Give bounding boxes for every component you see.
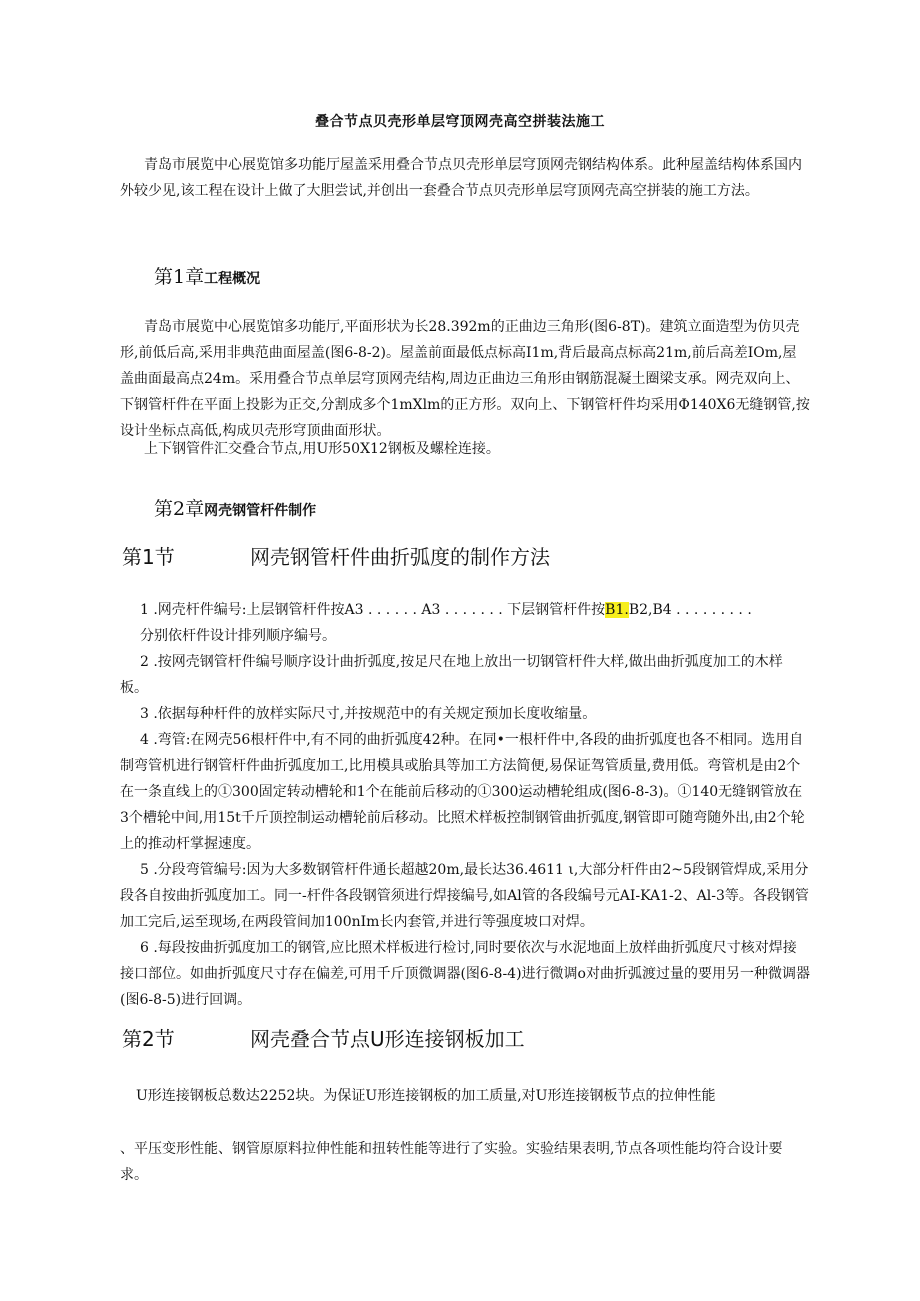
list-item [120,597,810,623]
section-2-heading [122,1023,525,1052]
highlighted-text: B1. [605,602,629,618]
section-1-heading [122,541,550,570]
list-item: 分别依杆件设计排列顺序编号。 [140,628,336,644]
chapter-1-heading [154,262,260,289]
chapter-1-title: 工程概况 [204,271,261,287]
section-2-title: 网壳叠合节点U形连接钢板加工 [250,1027,525,1051]
chapter-2-title: 网壳钢管杆件制作 [204,503,317,519]
chapter-2-number: 第2章 [154,498,205,520]
list-item: 3 .依据每种杆件的放样实际尺寸,并按规范中的有关规定预加长度收缩量。 [140,706,597,722]
document-title: 叠合节点贝壳形单层穹顶网壳高空拼装法施工 [315,114,605,130]
intro-paragraph: 青岛市展览中心展览馆多功能厅屋盖采用叠合节点贝壳形单层穹顶网壳钢结构体系。此种屋盖结构体系国内外较少见,该工程在设计上做了大胆尝试,并创出一套叠合节点贝壳形单层穹顶网壳高空拼装的施工方法。 [120,157,802,199]
list-item: 6 .每段按曲折弧度加工的钢管,应比照术样板进行检讨,同时要依次与水泥地面上放样曲折弧度尺寸核对焊接接口部位。如曲折弧度尺寸存在偏差,可用千斤顶微调器(图6-8-4)进行微调o对曲折弧渡过量的要用另一种微调器(图6-8-5)进行回调。 [120,940,810,1008]
item-1-text-end: B2,B4 . . . . . . . . . [628,602,752,618]
item-1-text: 1 .网壳杆件编号:上层钢管杆件按A3 . . . . . . A3 . . . . . . . 下层钢管杆件按 [140,602,606,618]
section-2-number: 第2节 [122,1027,175,1051]
chapter-1-number: 第1章 [154,266,205,288]
section-2-paragraph-2: 、平压变形性能、钢管原原料拉伸性能和扭转性能等进行了实验。实验结果表明,节点各项性能均符合设计要求。 [120,1141,783,1183]
list-item: 5 .分段弯管编号:因为大多数钢管杆件通长超越20m,最长达36.4611 ι,大部分杆件由2~5段钢管焊成,采用分段各自按曲折弧度加工。同一-杆件各段钢管须进行焊接编号,如Al管的各段编号元AI-KA1-2、Al-3等。各段钢管加工完后,运至现场,在两段管间加100nIm长内套管,并进行等强度坡口对焊。 [120,862,809,930]
section-1-number: 第1节 [122,545,175,569]
section-1-title: 网壳钢管杆件曲折弧度的制作方法 [250,545,550,569]
chapter-1-paragraph-1: 青岛市展览中心展览馆多功能厅,平面形状为长28.392m的正曲边三角形(图6-8T)。建筑立面造型为仿贝壳形,前低后高,采用非典范曲面屋盖(图6-8-2)。屋盖前面最低点标高I1m,背后最高点标高21m,前后高差IOm,屋盖曲面最高点24m。采用叠合节点单层穹顶网壳结构,周边正曲边三角形由钢筋混凝土圈梁支承。网壳双向上、下钢管杆件在平面上投影为正交,分割成多个1mXlm的正方形。双向上、下钢管杆件均采用Φ140X6无缝钢管,按设计坐标点高低,构成贝壳形穹顶曲面形状。 [120,319,810,439]
list-item: 2 .按网壳钢管杆件编号顺序设计曲折弧度,按足尺在地上放出一切钢管杆件大样,做出曲折弧度加工的木样板。 [120,654,783,696]
chapter-1-paragraph-2: 上下钢管件汇交叠合节点,用U形50X12钢板及螺栓连接。 [144,441,500,457]
list-item: 4 .弯管:在网壳56根杆件中,有不同的曲折弧度42种。在同•一根杆件中,各段的曲折弧度也各不相同。选用自制弯管机进行钢管杆件曲折弧度加工,比用模具或胎具等加工方法简便,易保证驾管质量,费用低。弯管机是由2个在一条直线上的①300固定转动槽轮和1个在能前后移动的①300运动槽轮组成(图6-8-3)。①140无缝钢管放在3个槽轮中间,用15t千斤顶控制运动槽轮前后移动。比照术样板控制钢管曲折弧度,钢管即可随弯随外出,由2个轮上的推动杆掌握速度。 [120,732,805,852]
section-1-list [120,597,810,1013]
section-2-paragraph-1: U形连接钢板总数达2252块。为保证U形连接钢板的加工质量,对U形连接钢板节点的拉伸性能 [136,1088,716,1104]
chapter-2-heading [154,494,316,521]
